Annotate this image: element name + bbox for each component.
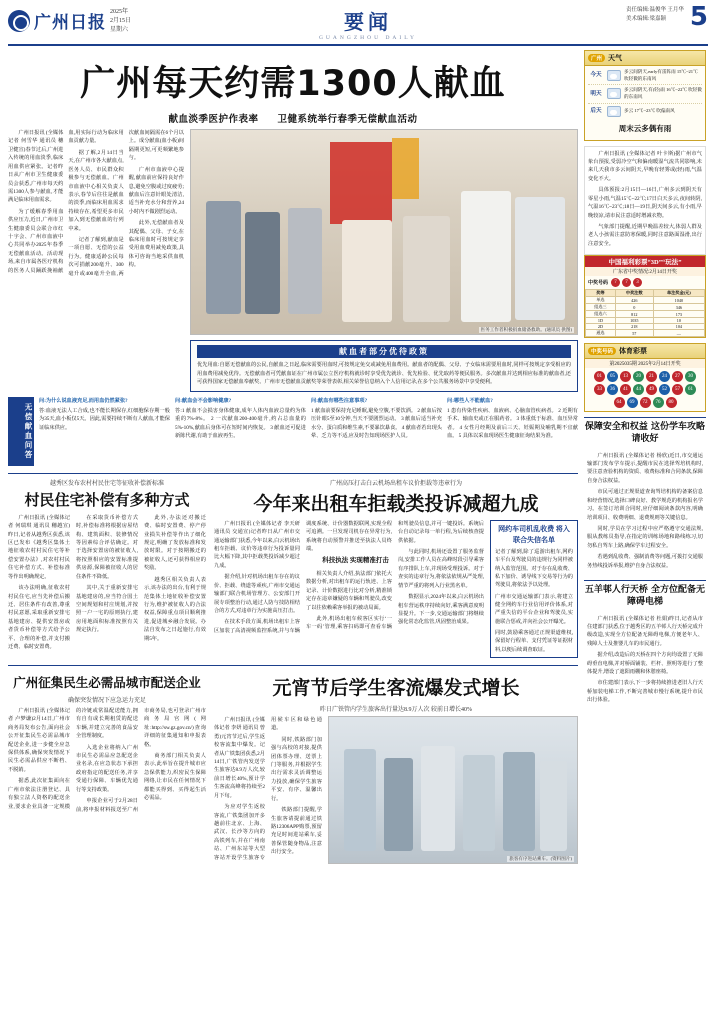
article-columns-wrap [214,520,578,658]
photo-figure [515,197,565,319]
table-header-cell: 单注奖金(元) [653,290,704,297]
photo-figure [403,216,449,322]
lottery-number-label: 中奖号码 [588,281,609,287]
article-para: 相关负责人介绍,执法部门依托大数据分析,对出租车的运行轨迹、上客记录、计价数据进行比对分析,精准锁定存在违章嫌疑的车辆和驾驶员,改变了以往依赖乘客举报的被动局面。 [306,570,392,611]
article-body [8,707,206,814]
article-para: 据介绍,改造后的天桥在四个方向均设置了无障碍垂直电梯,并对桥面铺装、栏杆、照明等进行了整体提升,增设了遮阳雨棚和休憩座椅。 [587,652,703,676]
lottery2-header [585,344,705,359]
photo-figure [503,752,535,851]
forecast-para: 具体预报:2月15日—16日,广州多云到阴天有零星小雨,气温15℃~22℃;17日白天多云,夜间转阴,气温16℃~23℃;18日—19日,阴天间多云,有小雨,早晚较凉,请市民注意适时增减衣物。 [588,187,702,219]
sidebar-box [490,520,578,658]
qa-answer: 答:1 献血不会损害身体健康,成年人体内血液总量约为体重的7%-8%。 2 一次献血200-400毫升,约占总血量的5%-10%,献血后身体可在短时间内恢复。 3 献血还可促进新陈代谢,有助于血液再生。 [175,408,306,439]
date-year: 2025年 [110,9,129,15]
weather-city: 广州 [588,54,605,62]
table-cell: — [653,330,704,337]
photo-figure [384,758,414,851]
article-village-compensation [8,478,206,658]
policy-box-body: 优先用血:自愿无偿献血的公民,自献血之日起,临床需要用血时,可按规定免交或减免用血费用。献血者的配偶、父母、子女临床需要用血时,同样可按规定享受相应的用血费用减免优待。无偿献血者可凭献血证在广州市属公立医疗机构就诊时享受优先就诊、优先检验、优先取药等便民服务。多次献血并达到相应标准的献血者,还可获得国家无偿献血奉献奖、广州市无偿献血贡献奖等荣誉表彰,相关荣誉信息纳入个人信用记录,在多个公共服务场景中享受便利。 [197,362,571,386]
lead-para: 广州日报讯 (全媒体记者 何雪华 通讯员 穗卫健宣)春节过后,广州进入传统的用血淡季,临床用血供应紧张。记者昨日从广州市卫生健康委员会获悉,广州市每天约需1300人参与献血,才能满足临床用血需求。 [8,130,64,204]
section-title: 要闻 [344,10,392,34]
weather-header [585,51,705,66]
article-title: 保障安全和权益 这份学车攻略请收好 [584,422,706,444]
article-sidebar [490,520,578,658]
section-divider [8,665,578,666]
lottery-ball: 49 [646,384,657,395]
lottery-numbers [611,278,642,287]
article-columns-wrap [214,716,578,864]
weather-day: 后天 [590,107,602,114]
table-cell: 0 [615,304,653,311]
lottery-ball: 3 [633,278,642,287]
article-title: 元宵节后学生客流爆发式增长 [272,676,520,699]
forecast-para: 气象部门提醒,近期早晚温差较大,体弱人群及老人小孩需注意防寒保暖,同时注意路面湿滑,出行注意安全。 [588,224,702,247]
lead-subheadline-left: 献血淡季医护作表率 [168,115,259,125]
forecast-para: 广州日报讯 (全媒体记者 叶卡斯)据广州市气象台预报,受弱冷空气和偏南暖湿气流共同影响,未来几天我市多云间阴天,早晚有轻雾或(轻)雨,气温变化不大。 [588,150,702,182]
article-subtitle: 确保突发情况下应急运力充足 [67,697,146,704]
weather-row [588,69,702,85]
editor-line-2: 美术编辑:梁嘉颖 [626,15,667,22]
rail-divider [584,580,706,581]
rail-article-footbridge [584,585,706,711]
article-title: 五羊邨人行天桥 全方位配备无障碍电梯 [584,585,706,607]
table-header-cell: 奖等 [586,290,616,297]
article-para: 同时,铁路部门加强与高校的对接,提供团体票办理、送票上门等服务,并根据学生出行需求灵活调整运力投放,确保学生旅客平安、有序、温馨出行。 [271,736,322,802]
table-row [586,304,705,311]
policy-box [190,340,578,392]
weather-day: 今天 [590,72,602,79]
qa-answer: 1 患有传染性疾病、血液病、心脑血管疾病者。 2 近期有手术、输血史或正在服药者。 3 体重低于标准、血压异常者。 4 女性月经期及前后三天、妊娠期及哺乳期不宜献血。 5 具体以采血现场医生健康征询结果为准。 [447,408,578,439]
photo-figure [461,191,511,322]
qa-item [311,397,442,466]
date-weekday: 星期六 [110,27,129,33]
bottom-section [8,671,578,864]
article-subtitle: 科技执法 实现精准打击 [322,557,389,565]
lottery-ball: 33 [594,384,605,395]
lead-photo [190,129,578,335]
lottery-ball: 05 [607,371,618,382]
article-student-traffic [214,671,578,864]
article-title: 村民住宅补偿有多种方式 [24,490,190,509]
table-cell: 2D [586,324,616,330]
table-cell: 426 [615,297,653,304]
sidebar-title: 网约车司机乱收费 将入联合失信名单 [498,524,570,544]
logo-circle-icon [8,10,30,32]
table-row [586,330,705,337]
article-para: 广州日报讯 (全媒体记者 何瑞琪 通讯员 穗越宣)昨日,记者从越秀区获悉,该区已发布《越秀区集体土地征收农村村民住宅等补偿安置办法》,对农村村民住宅补偿方式、补偿标准等作出明确规定。 [8,514,70,580]
weather-text: 多云间阴天,early有雷阵雨 15℃~21℃ 吹轻微的东南风 [624,69,698,81]
article-para: 市住建部门表示,下一步将持续推进老旧人行天桥加装电梯工作,不断完善城市慢行系统,提升市民出行体验。 [587,680,703,704]
article-body [584,449,706,576]
table-cell: 组选六 [586,311,616,318]
article-para: 其中,关于重新安排宅基地建房的,应当符合国土空间规划和村庄规划,并按照一户一宅的原则执行,建房用地面积标准按照有关规定执行。 [76,585,138,634]
photo-figure [288,208,323,314]
table-cell: 57 [615,330,653,337]
table-cell: 1035 [615,318,653,324]
article-para: 越秀区相关负责人表示,该办法的出台,有利于规范集体土地征收补偿安置行为,维护被征收人的合法权益,保障重点项目顺利推进,促进城乡融合发展。办法自发布之日起施行,有效期5年。 [144,576,206,642]
article-body [584,612,706,711]
qa-question: 问:献血会不会影响健康? [175,397,232,404]
weather-day: 明天 [590,90,602,97]
lottery-ball: 64 [614,397,625,408]
lead-article-text [8,129,184,392]
photo-banner-yellow [392,138,419,199]
section-title-block [178,6,558,41]
page-body [8,50,708,864]
lottery2-title: 中奖号码 [588,347,616,355]
cloud-icon [607,88,621,99]
sidebar-para: 广州市交通运输部门表示,将建立健全网约车行业信用评价体系,对严重失信的平台企业和驾驶员,实施联合惩戒,并向社会公开曝光。 [495,593,573,625]
article-para: 铁路部门提醒,学生旅客请提前通过铁路12306APP购票,预留充足时间进站乘车,妥善保管随身物品,注意出行安全。 [271,807,322,856]
table-cell: 10 [653,318,704,324]
article-para: 若遇到乱收费、强制消费等问题,可拨打交通服务热线投诉举报,维护自身合法权益。 [587,554,703,569]
photo-banner-red [330,142,392,224]
weather-text: 多云间阴天,有(轻)雨 16℃~22℃ 吹轻微的东南风 [624,87,702,99]
weather-row [588,87,702,103]
article-para: 市民可通过正规渠道查询驾培机构的备案信息和经营情况,选择口碑良好、教学规范的机构报名学习。在签订培训合同时,应仔细阅读条款内容,明确培训项目、收费明细、退费规则等关键信息。 [587,489,703,521]
weather-forecast-article [584,146,706,256]
qa-item [175,397,306,466]
lottery-ball: 36 [607,384,618,395]
photo-figure [540,761,567,852]
section-pinyin: GUANGZHOU DAILY [318,35,418,41]
lottery-ball: 41 [620,384,631,395]
article-taxi-complaints [214,478,578,658]
article-para: 据悉,此次征集面向在广州市依法注册登记、具有独立法人资格的配送企业,要求企业具备一定规模的冷链或常温配送能力,拥有自有或长期租赁的配送车辆,并建立完善的食品安全管理制度。 [8,707,138,810]
lottery-ball: 69 [627,397,638,408]
table-row [586,311,705,318]
article-para: 数据显示,2024年以来,白云机场出租车营运秩序持续向好,乘客满意度明显提升。下一步,交通运输部门将继续强化常态化监管,巩固整治成果。 [398,594,484,626]
lottery-ball: 21 [646,371,657,382]
article-para: 广州日报讯 (全媒体记者 李天研 通讯员 交通宣)记者昨日从广州市交通运输部门获悉,今年以来,白云机场出租车拒载、议价等违章行为投诉量同比大幅下降,其中拒载类投诉减少超过九成。 [214,520,300,569]
table-cell: 173 [653,311,704,318]
lottery-ball: 24 [659,371,670,382]
table-cell: 812 [615,311,653,318]
lottery-ball: 61 [685,384,696,395]
photo-figure [344,749,376,851]
mid-section [8,478,578,658]
table-cell: 1D [586,318,616,324]
cloud-icon [607,70,621,81]
lottery-ball: 44 [633,384,644,395]
lottery2-tag: 体育彩票 [619,347,648,356]
lottery-ball: 80 [666,397,677,408]
lead-photo-area [190,129,578,392]
table-cell: 104 [653,324,704,330]
lottery-ball: 13 [620,371,631,382]
article-para: 广州日报讯 (全媒体记者 李妍 通讯员 曾勇)元宵节过后,学生返校客流集中爆发。记者从广铁集团获悉,2月14日,广铁管内发送学生旅客达8.9万人次,较前日增长40%,预计学生客流高峰将持续至2月下旬。 [214,716,265,799]
article-para: 广州日报讯 (全媒体记者 杜娟)昨日,记者从市住建部门获悉,位于越秀区的五羊邨人行天桥完成升级改造,实现全方位配备无障碍电梯,方便老年人、残障人士及推婴儿车的市民通行。 [587,615,703,647]
lead-para: 广州市血液中心提醒,献血前应保持良好作息,避免空腹或过度疲劳;献血后注意针眼处清洁,适当补充水分和营养,24小时内不做剧烈运动。 [128,166,184,215]
article-para: 为应对学生返校客流,广铁集团加开多趟前往北京、上海、武汉、长沙等方向的高铁列车,并在广州南站、广州东站等大型客站开设学生旅客专用候车区和绿色通道。 [214,716,322,861]
lead-headline-block [8,56,578,106]
lottery-ball: 52 [659,384,670,395]
lottery-ball: 30 [685,371,696,382]
table-row [586,290,705,297]
lead-para: 为了缓解春季用血供应压力,近日,广州市卫生健康委员会联合市红十字会、广州市血液中心共同举办2025年春季无偿献血活动。活动现场,来自市属各医疗机构的医务人员踊跃挽袖献血,用实际行动为临床用血贡献力量。 [8,130,124,274]
table-row [586,297,705,304]
weather-note: 周末云多偶有雨 [618,123,672,133]
article-para: 该办法明确,征收农村村民住宅,应当先补偿后搬迁、居住条件有改善,尊重村民意愿,采取重新安排宅基地建房、提供安置房或者货币补偿等方式给予公平、合理的补偿,并支付搬迁费、临时安置费。 [8,585,70,651]
photo-figure [421,746,456,851]
qa-strip [8,397,578,466]
sidebar-para: 记者了解到,除了巡游出租车,网约车平台及驾驶员的违规行为同样被纳入监管范围。对于存在乱收费、私下加价、诱导线下交易等行为的驾驶员,将依法予以处理。 [495,549,573,589]
section-divider [8,473,578,474]
rail-article-driving-school [584,422,706,576]
weather-row [588,106,702,119]
sidebar-para: 同时,鼓励乘客通过正规渠道维权,保留好行程单、支付凭证等证据材料,以便后续调查取证。 [495,629,573,653]
lottery-ball: 7 [611,278,620,287]
article-para: 此外,办法还对搬迁费、临时安置费、停产停业损失补偿等作出了细化规定,明确了发放标准和发放时限。对于按期搬迁的被征收人,还可获得相应的奖励。 [144,514,206,572]
paper-name: 广州日报 [34,13,106,33]
lead-para: 此外,无偿献血者及其配偶、父母、子女,在临床用血时可按规定享受用血费用减免政策,具体可咨询当地采供血机构。 [128,220,184,269]
qa-item [447,397,578,466]
article-title: 广州征集民生必需品城市配送企业 [13,674,201,690]
lottery-ball: 01 [594,371,605,382]
editor-credits [626,6,684,24]
lottery-ball: 20 [633,371,644,382]
main-content [8,50,578,864]
qa-question: 问:哪些人不能献血? [447,397,493,404]
article-para: 据介绍,针对机场出租车存在的议价、拒载、绕道等顽疾,广州市交通运输部门联合机场管理方、公安部门开展专项整治行动,通过人防与技防相结合的方式,对违章行为实施高压打击。 [214,574,300,614]
lead-para: 据了解,2月14日当天,在广州市各大献血点,医务人员、市民群众积极参与无偿献血。广州市血液中心相关负责人表示,春节后往往是献血的淡季,而临床用血需求持续存在,希望更多市民加入到无偿献血的行列中来。 [68,149,124,232]
article-para: 与此同时,机场还设置了服务监督岗,安排工作人员在高峰时段引导乘客有序排队上车,并现场受理投诉。对于查实的违章行为,将依法依规从严处理,情节严重的将列入行业黑名单。 [398,549,484,589]
article-city-delivery [8,671,206,864]
qa-answer: 答:血液无法人工合成,也不能长期保存,红细胞保存期一般为35天,血小板仅5天。因此,需要持续不断有人献血,才能保证临床供应。 [39,408,170,431]
date-day: 2月15日 [110,18,132,24]
article-body [8,514,206,652]
page-number: 5 [689,2,708,32]
lottery2-subtitle: 第2025035期 2025年2月14日开奖 [585,359,705,368]
article-para: 商务部门相关负责人表示,此举旨在提升城市应急保供能力,织密民生保障网络,让市民在任何情况下都能买得到、买得起生活必需品。 [144,752,206,802]
article-para: 同时,学员在学习过程中应严格遵守交通法规,服从教练员指导,在指定的训练场地和路线练习,切勿私自驾车上路,确保学车过程安全。 [587,526,703,549]
lottery-ball: 27 [672,371,683,382]
lottery-ball: 76 [653,397,664,408]
lottery-3d-widget [584,255,706,338]
photo-figure [206,201,241,313]
rail-divider [584,417,706,418]
paper-logo [8,6,178,35]
article-kicker: 广州高压打击白云机场出租车议价拒载等违章行为 [329,480,462,487]
qa-strip-label: 无偿献血问答 [8,397,34,466]
article-subtitle: 昨日广铁管内学生旅客出行量达8.9万人次 较前日增长40% [320,706,472,713]
lottery-ball: 57 [672,384,683,395]
lottery2-numbers [585,368,705,411]
article-para: 广州日报讯 (全媒体记者 杨欣)近日,市交通运输部门发布学车提示,提醒市民在选择驾培机构时,要注意查验机构的资质、收费标准和合同条款,保障自身合法权益。 [587,452,703,484]
bot-photo-wrap [328,716,578,864]
lottery-sports-widget [584,343,706,412]
masthead-right [558,2,708,32]
weather-text: 多云 17℃~23℃ 吹偏南风 [624,107,675,113]
lead-subheadline-right: 卫健系统举行春季无偿献血活动 [277,115,418,125]
table-cell: 通选 [586,330,616,337]
article-para: 申报企业可于2月28日前,将申报材料报送至广州市商务局,也可登录广州市商务局官网(网址:http://sw.gz.gov.cn/)查询详细的征集通知和申报表格。 [76,707,206,813]
lead-headline: 广州每天约需1300人献血 [80,64,506,104]
article-para: 在采取货币补偿方式时,补偿标准将根据房屋结构、建筑面积、装修情况等因素综合评估确定。对于选择安置房的被征收人,将按照相应的安置标准提供房源,保障被征收人的居住条件不降低。 [76,514,138,580]
right-rail [584,50,706,864]
article-para: 广州日报讯 (全媒体记者 卢梦谦)2月14日,广州市商务局发布公告,面向社会公开征集民生必需品城市配送企业,进一步健全应急保供体系,确保突发情况下民生必需品供应不断档、不脱销。 [8,707,70,773]
qa-question: 问:献血有哪些注意事项? [311,397,368,404]
lottery-title: 中国福利彩票“3D”“玩法” [585,256,705,267]
qa-answer: 1 献血前要保持充足睡眠,避免空腹,不要饮酒。 2 献血后按压针眼5至10分钟,当天不要剧烈运动。 3 献血后适当补充水分、蛋白质和维生素,不要暴饮暴食。 4 献血者若出现头晕、乏力等不适,应及时告知现场医护人员。 [311,408,442,439]
lottery-table [585,289,705,337]
table-cell: 组选三 [586,304,616,311]
lead-subheadline [8,111,578,125]
masthead [8,2,708,46]
cloud-icon [607,106,621,117]
lead-photo-caption: 医务工作者积极捐血储备救助。(通讯员 供图) [480,327,572,332]
article-title: 今年来出租车拒载类投诉减超九成 [253,492,539,515]
issue-date [110,6,170,35]
article-para: 此外,机场出租车候客区实行‘一车一码’管理,乘客扫码即可查看车辆和驾驶员信息,并可一键投诉。系统后台自动记录每一单行程,为后续核查提供依据。 [306,520,484,631]
table-cell: 218 [615,324,653,330]
photo-caption: 旅客有序进站乘车。(资料图片) [509,855,572,861]
article-para: 在技术手段方面,机场出租车上客区加装了高清视频监控系统,并与车辆调度系统、计价器数据联网,实现全程可追溯。一旦发现司机存在异常行为,系统将自动预警并推送至执法人员终端。 [214,520,392,634]
qa-item [39,397,170,466]
article-body [214,520,484,658]
article-kicker: 越秀区发布农村村民住宅等征收补偿新标准 [49,480,164,487]
lottery-ball: 7 [622,278,631,287]
table-cell: 单选 [586,297,616,304]
lottery-ball: 72 [640,397,651,408]
photo-figure [342,220,392,322]
editor-line-1: 责任编辑:温俊华 王月华 [626,7,684,13]
table-header-cell: 中奖注数 [615,290,653,297]
table-cell: 1040 [653,297,704,304]
photo-figure [245,212,280,314]
student-traffic-photo [328,716,578,864]
lead-para: 记者了解到,献血是一项自愿、无偿的公益行为。健康适龄公民每次可捐献200毫升、300毫升或400毫升全血,两次献血间隔需在6个月以上。成分献血(血小板)间隔期更短,可更频繁地参与。 [68,130,184,277]
weather-widget [584,50,706,141]
article-body [214,716,322,864]
lottery-subtitle: 广东省中奖情况:2月14日开奖 [585,267,705,276]
weather-label: 天气 [608,54,623,62]
qa-question: 问:为什么说血液充足,而用血仍然紧张? [39,397,128,404]
lead-top-section [8,129,578,392]
weather-body [585,66,705,140]
photo-figure [463,755,495,851]
table-cell: 346 [653,304,704,311]
policy-box-title: 献血者部分优待政策 [197,345,571,358]
article-para: 入选企业将纳入广州市民生必需品应急配送企业名录,在应急状态下承担政府指定的配送任务,并享受通行保障、车辆优先通行等支持政策。 [76,744,138,793]
